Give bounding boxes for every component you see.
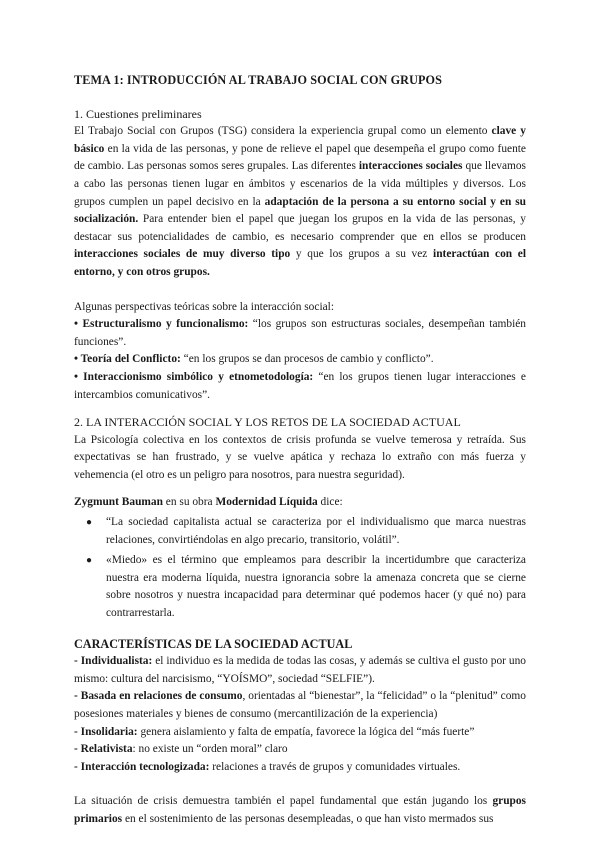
list-item: • Teoría del Conflicto: “en los grupos se dan procesos de cambio y conflicto”. bbox=[74, 353, 434, 366]
closing-paragraph: La situación de crisis demuestra también el papel fundamental que están jugando los grupos primarios en el sostenimiento de las personas desempleadas, o que han visto mermados sus bbox=[74, 795, 526, 825]
section-1-heading: 1. Cuestiones preliminares bbox=[74, 106, 202, 121]
characteristics-list bbox=[74, 653, 526, 776]
document-page bbox=[74, 72, 526, 829]
characteristics-title: CARACTERÍSTICAS DE LA SOCIEDAD ACTUAL bbox=[74, 636, 353, 651]
list-item: • Estructuralismo y funcionalismo: “los grupos son estructuras sociales, desempeñan también funciones”. bbox=[74, 318, 526, 348]
list-item: ● “La sociedad capitalista actual se caracteriza por el individualismo que marca nuestras relaciones, convirtiéndolas en algo precario, transitorio, volátil”. bbox=[86, 516, 526, 546]
bauman-quotes bbox=[74, 514, 526, 623]
section-1-paragraph: El Trabajo Social con Grupos (TSG) considera la experiencia grupal como un elemento clave y básico en la vida de las personas, y pone de relieve el papel que desempeña el grupo como fuente de cambio. Las personas somos seres grupales. Las diferentes interacciones sociales que llevamos a cabo las personas tienen lugar en ámbitos y escenarios de la vida múltiples y diversos. Los grupos cumplen un papel decisivo en la adaptación de la persona a su entorno social y en su socialización. Para entender bien el papel que juegan los grupos en la vida de las personas, y destacar sus potencialidades de cambio, es necesario comprender que en ellos se producen interacciones sociales de muy diverso tipo y que los grupos a su vez interactúan con el entorno, y con otros grupos. bbox=[74, 125, 526, 278]
perspectives-intro: Algunas perspectivas teóricas sobre la interacción social: bbox=[74, 300, 334, 313]
list-item: - Interacción tecnologizada: relaciones a través de grupos y comunidades virtuales. bbox=[74, 760, 461, 773]
list-item: - Relativista: no existe un “orden moral” claro bbox=[74, 743, 288, 756]
list-item: • Interaccionismo simbólico y etnometodología: “en los grupos tienen lugar interacciones e intercambios comunicativos”. bbox=[74, 370, 526, 401]
bauman-intro: Zygmunt Bauman en su obra Modernidad Líquida dice: bbox=[74, 496, 343, 509]
document-title: TEMA 1: INTRODUCCIÓN AL TRABAJO SOCIAL CON GRUPOS bbox=[74, 73, 442, 87]
list-item: - Insolidaria: genera aislamiento y falta de empatía, favorece la lógica del “más fuerte” bbox=[74, 725, 475, 738]
bullet-icon: ● bbox=[86, 555, 93, 567]
section-2-paragraph: La Psicología colectiva en los contextos de crisis profunda se vuelve temerosa y retraída. Sus expectativas se han frustrado, y se vuelve apática y rechaza lo extraño con más fuerza y vehemencia (el otro es un peligro para nosotros, para nuestra seguridad). bbox=[74, 433, 526, 481]
list-item: ● «Miedo» es el término que empleamos para describir la incertidumbre que caracteriza nuestra era moderna líquida, nuestra ignorancia sobre la amenaza concreta que se cierne sobre nosotros y nuestra incapacidad para determinar qué podemos hacer (y qué no) para contrarrestarla. bbox=[86, 554, 526, 620]
section-2-heading: 2. LA INTERACCIÓN SOCIAL Y LOS RETOS DE LA SOCIEDAD ACTUAL bbox=[74, 415, 461, 430]
bullet-icon: ● bbox=[86, 517, 93, 529]
perspectives-list bbox=[74, 316, 526, 404]
list-item: - Basada en relaciones de consumo, orientadas al “bienestar”, la “felicidad” o la “plenitud” como posesiones materiales y bienes de consumo (mercantilización de la experiencia) bbox=[74, 690, 526, 720]
list-item: - Individualista: el individuo es la medida de todas las cosas, y además se cultiva el gusto por uno mismo: cultura del narcisismo, “YOÍSMO”, sociedad “SELFIE”). bbox=[74, 655, 526, 685]
